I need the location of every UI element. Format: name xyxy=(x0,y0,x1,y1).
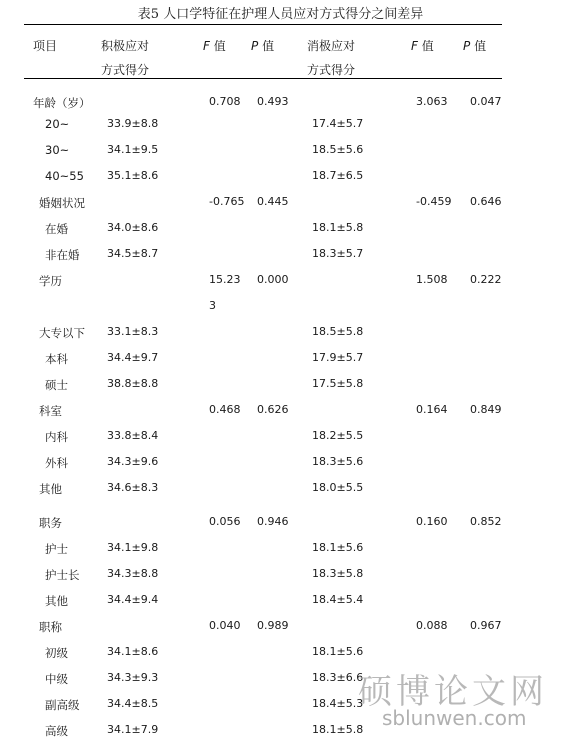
positive-f-value: -0.765 xyxy=(209,195,245,208)
header-positive-p-value xyxy=(251,37,274,54)
row-label: 职称 xyxy=(39,620,62,634)
negative-p-value: 0.849 xyxy=(470,403,502,416)
header-negative-p-value xyxy=(463,37,486,54)
positive-p-value: 0.946 xyxy=(257,515,289,528)
negative-score: 18.7±6.5 xyxy=(312,169,364,182)
row-label: 护士长 xyxy=(45,568,80,582)
negative-score: 17.5±5.8 xyxy=(312,377,364,390)
negative-score: 18.3±5.7 xyxy=(312,247,364,260)
row-label: 婚姻状况 xyxy=(39,196,85,210)
header-negative-line1: 消极应对 xyxy=(307,39,356,53)
negative-f-value: -0.459 xyxy=(416,195,452,208)
row-label: 30~ xyxy=(45,143,70,157)
row-label: 年龄（岁） xyxy=(33,96,91,110)
negative-f-value: 0.088 xyxy=(416,619,448,632)
negative-score: 18.4±5.4 xyxy=(312,593,364,606)
header-item: 项目 xyxy=(33,39,58,53)
top-rule xyxy=(24,24,502,25)
negative-f-value: 3.063 xyxy=(416,95,448,108)
row-label: 学历 xyxy=(39,274,62,288)
negative-score: 18.2±5.5 xyxy=(312,429,364,442)
negative-p-value: 0.852 xyxy=(470,515,502,528)
negative-score: 18.0±5.5 xyxy=(312,481,364,494)
negative-score: 18.4±5.3 xyxy=(312,697,364,710)
row-label: 副高级 xyxy=(45,698,80,712)
positive-score: 34.6±8.3 xyxy=(107,481,159,494)
positive-f-value: 15.23 xyxy=(209,273,241,286)
row-label: 高级 xyxy=(45,724,68,738)
p-symbol: P xyxy=(251,39,259,53)
positive-score: 34.1±9.5 xyxy=(107,143,159,156)
value-word: 值 xyxy=(474,39,487,53)
f-symbol: F xyxy=(203,39,210,53)
positive-score: 34.3±9.6 xyxy=(107,455,159,468)
table-title: 表5 人口学特征在护理人员应对方式得分之间差异 xyxy=(137,7,424,22)
positive-score: 34.1±9.8 xyxy=(107,541,159,554)
value-word: 值 xyxy=(262,39,275,53)
row-label: 科室 xyxy=(39,404,62,418)
negative-p-value: 0.967 xyxy=(470,619,502,632)
positive-score: 34.4±9.4 xyxy=(107,593,159,606)
negative-score: 18.1±5.8 xyxy=(312,723,364,736)
row-label: 在婚 xyxy=(45,222,68,236)
row-label: 中级 xyxy=(45,672,68,686)
header-rule xyxy=(24,78,502,79)
negative-score: 18.3±5.6 xyxy=(312,455,364,468)
negative-score: 18.5±5.6 xyxy=(312,143,364,156)
positive-p-value: 0.445 xyxy=(257,195,289,208)
positive-score: 34.4±8.5 xyxy=(107,697,159,710)
row-label: 护士 xyxy=(45,542,68,556)
negative-p-value: 0.222 xyxy=(470,273,502,286)
positive-score: 34.1±7.9 xyxy=(107,723,159,736)
negative-f-value: 0.164 xyxy=(416,403,448,416)
positive-p-value: 0.000 xyxy=(257,273,289,286)
negative-score: 18.3±6.6 xyxy=(312,671,364,684)
positive-score: 34.0±8.6 xyxy=(107,221,159,234)
row-label: 硕士 xyxy=(45,378,68,392)
negative-p-value: 0.047 xyxy=(470,95,502,108)
header-positive-line2: 方式得分 xyxy=(101,63,150,77)
positive-score: 34.3±9.3 xyxy=(107,671,159,684)
positive-p-value: 0.989 xyxy=(257,619,289,632)
header-negative-f-value xyxy=(411,37,434,54)
positive-score: 33.9±8.8 xyxy=(107,117,159,130)
positive-score: 34.4±9.7 xyxy=(107,351,159,364)
positive-score: 33.1±8.3 xyxy=(107,325,159,338)
negative-score: 18.1±5.8 xyxy=(312,221,364,234)
negative-score: 18.3±5.8 xyxy=(312,567,364,580)
positive-score: 34.3±8.8 xyxy=(107,567,159,580)
row-label: 初级 xyxy=(45,646,68,660)
row-label: 其他 xyxy=(45,594,68,608)
negative-f-value: 1.508 xyxy=(416,273,448,286)
negative-p-value: 0.646 xyxy=(470,195,502,208)
f-symbol: F xyxy=(411,39,418,53)
row-label: 非在婚 xyxy=(45,248,80,262)
negative-f-value: 0.160 xyxy=(416,515,448,528)
positive-score: 38.8±8.8 xyxy=(107,377,159,390)
row-label: 40~55 xyxy=(45,169,84,183)
row-label: 大专以下 xyxy=(39,326,85,340)
negative-score: 17.4±5.7 xyxy=(312,117,364,130)
header-positive-f-value xyxy=(203,37,226,54)
row-label: 其他 xyxy=(39,482,62,496)
watermark-url: sblunwen.com xyxy=(382,706,527,730)
negative-score: 18.1±5.6 xyxy=(312,541,364,554)
value-word: 值 xyxy=(213,39,226,53)
positive-score: 35.1±8.6 xyxy=(107,169,159,182)
positive-f-value: 0.040 xyxy=(209,619,241,632)
row-label: 内科 xyxy=(45,430,68,444)
row-label: 职务 xyxy=(39,516,62,530)
positive-score: 34.1±8.6 xyxy=(107,645,159,658)
positive-f-value-wrap: 3 xyxy=(209,299,216,312)
row-label: 本科 xyxy=(45,352,68,366)
header-positive-line1: 积极应对 xyxy=(101,39,150,53)
positive-score: 33.8±8.4 xyxy=(107,429,159,442)
row-label: 外科 xyxy=(45,456,68,470)
watermark-text: 硕博论文网 xyxy=(358,672,548,712)
row-label: 20~ xyxy=(45,117,70,131)
positive-f-value: 0.468 xyxy=(209,403,241,416)
p-symbol: P xyxy=(463,39,471,53)
negative-score: 18.1±5.6 xyxy=(312,645,364,658)
positive-f-value: 0.056 xyxy=(209,515,241,528)
negative-score: 17.9±5.7 xyxy=(312,351,364,364)
header-negative-line2: 方式得分 xyxy=(307,63,356,77)
positive-f-value: 0.708 xyxy=(209,95,241,108)
positive-p-value: 0.493 xyxy=(257,95,289,108)
positive-score: 34.5±8.7 xyxy=(107,247,159,260)
negative-score: 18.5±5.8 xyxy=(312,325,364,338)
value-word: 值 xyxy=(421,39,434,53)
positive-p-value: 0.626 xyxy=(257,403,289,416)
